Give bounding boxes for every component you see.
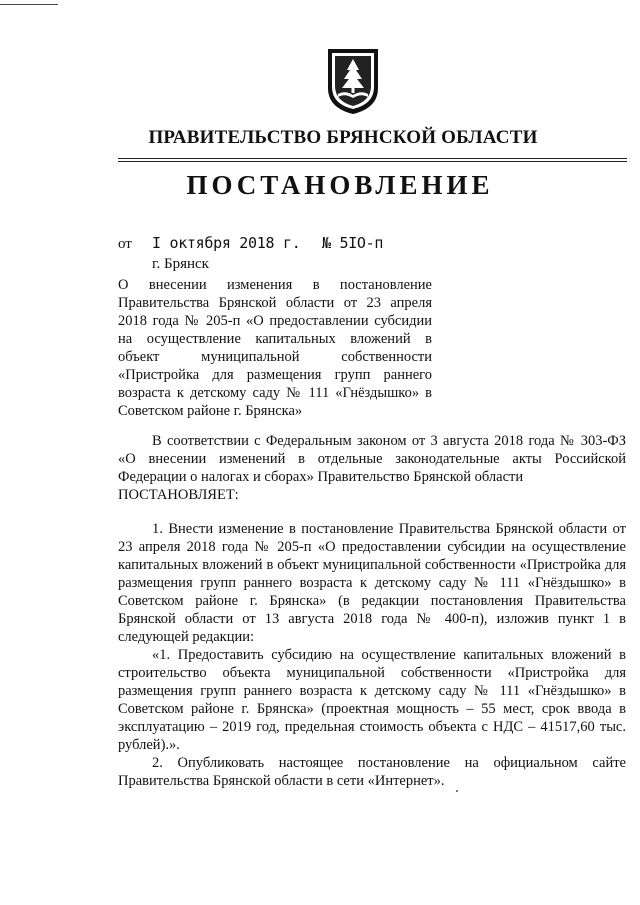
organization-name: ПРАВИТЕЛЬСТВО БРЯНСКОЙ ОБЛАСТИ [148,127,538,148]
header-rule-bottom [118,161,627,162]
date-from-label: от [118,236,132,252]
item-1-block [118,520,626,646]
document-type-title: ПОСТАНОВЛЕНИЕ [186,170,494,200]
scan-corner-mark [0,0,58,5]
scan-speck [456,790,458,792]
item-1-quote-paragraph: «1. Предоставить субсидию на осуществление капитальных вложений в строительство объекта муниципальной собственности «Пристройка для размещения групп раннего возраста к детскому саду № 111 «Гнёздышко» в Советском районе г. Брянска» (проектная мощность – 55 мест, срок ввода в эксплуатацию – 2019 год, предельная стоимость объекта с НДС – 41517,60 тыс. рублей).». [118,647,626,753]
preamble-block [118,432,626,504]
item-2-block [118,754,626,790]
document-number: № 5IO-п [322,234,384,252]
item-2-paragraph: 2. Опубликовать настоящее постановление на официальном сайте Правительства Брянской области в сети «Интернет». [118,755,626,789]
coat-of-arms-emblem [325,46,381,116]
item-1-paragraph: 1. Внести изменение в постановление Правительства Брянской области от 23 апреля 2018 года № 205-п «О предоставлении субсидии на осуществление капитальных вложений в объект муниципальной собственности «Пристройка для размещения групп раннего возраста к детскому саду № 111 «Гнёздышко» в Советском районе г. Брянска» (в редакции постановления Правительства Брянской области от 13 августа 2018 года № 400-п), изложив пункт 1 в следующей редакции: [118,521,626,645]
document-date: I октября 2018 г. [152,234,301,252]
resolves-heading: ПОСТАНОВЛЯЕТ: [118,487,239,503]
document-city: г. Брянск [152,256,209,272]
header-rule-top [118,158,627,159]
document-subject: О внесении изменения в постановление Правительства Брянской области от 23 апреля 2018 года № 205-п «О предоставлении субсидии на осуществление капитальных вложений в объект муниципальной собственности «Пристройка для размещения групп раннего возраста к детскому саду № 111 «Гнёздышко» в Советском районе г. Брянска» [118,277,432,419]
preamble-paragraph: В соответствии с Федеральным законом от 3 августа 2018 года № 303-ФЗ «О внесении изменений в отдельные законодательные акты Российской Федерации о налогах и сборах» Правительство Брянской области [118,433,626,485]
item-1-quote-block [118,646,626,754]
